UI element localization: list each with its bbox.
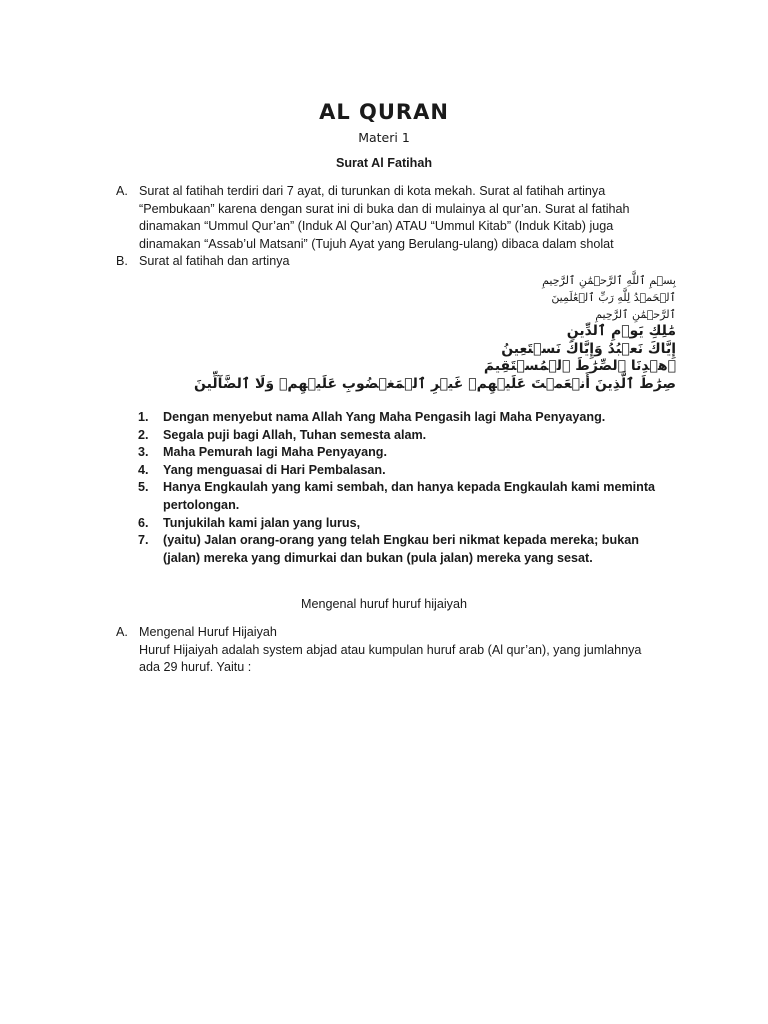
list-marker: A. (116, 184, 128, 198)
arabic-verse-4: مَٰلِكِ يَوۡمِ ٱلدِّينِ (566, 323, 676, 339)
translation-text: Segala puji bagi Allah, Tuhan semesta alam. (163, 427, 427, 442)
arabic-verse-2: ٱلۡحَمۡدُ لِلَّهِ رَبِّ ٱلۡعَٰلَمِينَ (551, 291, 676, 304)
arabic-verse-1: بِسۡمِ ٱللَّهِ ٱلرَّحۡمَٰنِ ٱلرَّحِيمِ (542, 274, 676, 287)
hijaiyah-info-list (116, 624, 656, 677)
arabic-verse-5: إِيَّاكَ نَعۡبُدُ وَإِيَّاكَ نَسۡتَعِينُ (501, 340, 676, 357)
section-heading-hijaiyah: Mengenal huruf huruf hijaiyah (301, 597, 467, 611)
al-fatihah-info-list (116, 183, 656, 271)
translation-item (138, 462, 678, 480)
translation-text: (yaitu) Jalan orang-orang yang telah Engkau beri nikmat kepada mereka; bukan (jalan) mereka yang dimurkai dan bukan (pula jalan) mereka yang sesat. (163, 533, 639, 565)
arabic-verses (150, 272, 676, 393)
translation-text: Tunjukilah kami jalan yang lurus, (163, 515, 361, 530)
list-item-text: Huruf Hijaiyah adalah system abjad atau kumpulan huruf arab (Al qur’an), yang jumlahnya ada 29 huruf. Yaitu : (139, 642, 642, 675)
translation-list (138, 409, 678, 567)
list-marker: 1. (138, 410, 149, 424)
list-marker: 7. (138, 533, 149, 548)
translation-item (138, 444, 678, 462)
list-marker: 2. (138, 427, 149, 442)
arabic-verse-3: ٱلرَّحۡمَٰنِ ٱلرَّحِيمِ (595, 308, 676, 321)
translation-text: Dengan menyebut nama Allah Yang Maha Pengasih lagi Maha Penyayang. (163, 410, 606, 424)
list-marker: B. (116, 254, 128, 269)
list-item (116, 253, 656, 271)
list-marker: A. (116, 625, 128, 639)
list-item (116, 183, 656, 253)
translation-item (138, 409, 678, 427)
list-item-text: Surat al fatihah dan artinya (139, 254, 290, 269)
list-item-title: Mengenal Huruf Hijaiyah (139, 625, 277, 639)
document-title: AL QURAN (319, 100, 449, 124)
translation-text: Hanya Engkaulah yang kami sembah, dan hanya kepada Engkaulah kami meminta pertolongan. (163, 480, 656, 512)
translation-text: Maha Pemurah lagi Maha Penyayang. (163, 445, 387, 460)
document-subtitle: Materi 1 (358, 130, 410, 145)
list-marker: 6. (138, 515, 149, 530)
list-item (116, 624, 656, 677)
arabic-verse-7: صِرَٰطَ ٱلَّذِينَ أَنۡعَمۡتَ عَلَيۡهِمۡ غَيۡرِ ٱلۡمَغۡضُوبِ عَلَيۡهِمۡ وَلَا ٱلضَّآلِّينَ (194, 375, 676, 392)
translation-item (138, 427, 678, 445)
arabic-verse-6: ٱهۡدِنَا ٱلصِّرَٰطَ ٱلۡمُسۡتَقِيمَ (483, 358, 676, 374)
translation-item (138, 515, 678, 533)
list-marker: 4. (138, 462, 149, 477)
section-heading-al-fatihah: Surat Al Fatihah (335, 156, 433, 170)
translation-text: Yang menguasai di Hari Pembalasan. (163, 462, 386, 477)
list-item-text: Surat al fatihah terdiri dari 7 ayat, di turunkan di kota mekah. Surat al fatihah artinya “Pembukaan” karena dengan surat ini di buka dan di mulainya al qur’an. Surat al fatihah dinamakan “Ummul Qur’an” (Induk Al Qur’an) ATAU “Ummul Kitab” (Induk Kitab) juga dinamakan “Assab’ul Matsani” (Tujuh Ayat yang Berulang-ulang) dibaca dalam sholat (139, 184, 630, 251)
list-marker: 3. (138, 445, 149, 460)
translation-item (138, 479, 678, 514)
translation-item (138, 532, 678, 567)
list-marker: 5. (138, 480, 149, 495)
